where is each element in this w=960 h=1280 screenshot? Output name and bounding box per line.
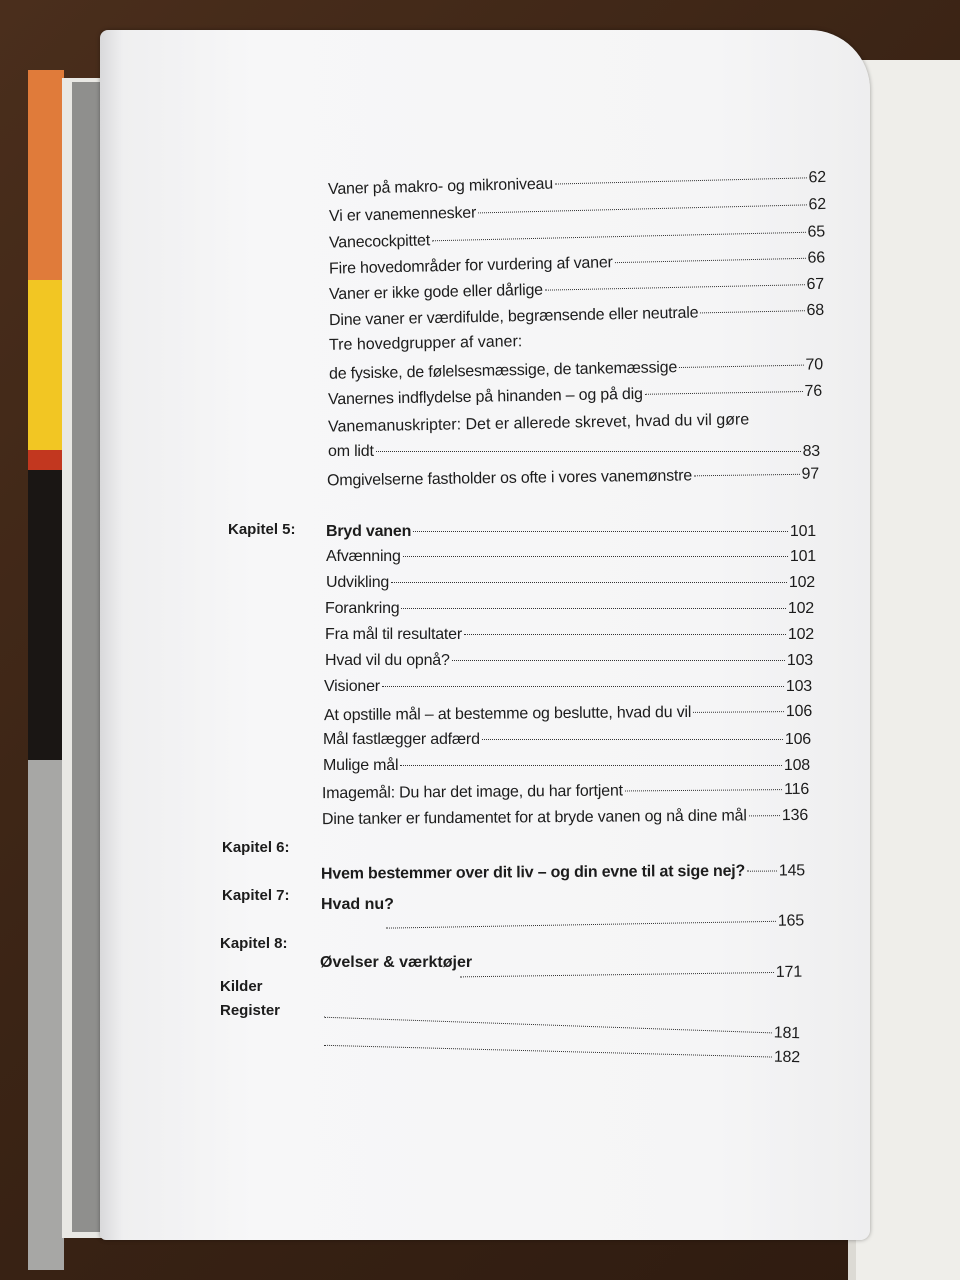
toc-entry-title: Udvikling bbox=[326, 574, 390, 591]
toc-entry bbox=[329, 355, 823, 384]
toc-entry-page: 136 bbox=[781, 806, 809, 825]
dot-leader bbox=[403, 556, 788, 557]
toc-entry-title: Omgivelserne fastholder os ofte i vores vanemønstre bbox=[326, 467, 693, 490]
dot-leader bbox=[460, 972, 774, 977]
chapter-label: Kapitel 7: bbox=[222, 887, 290, 904]
toc-entry-page: 116 bbox=[783, 780, 810, 799]
back-matter-label: Register bbox=[220, 1002, 281, 1019]
toc-entry-title: Vanernes indflydelse på hinanden – og på dig bbox=[327, 385, 643, 409]
toc-entry-page: 76 bbox=[804, 382, 823, 400]
dot-leader bbox=[679, 365, 803, 368]
toc-entry bbox=[324, 702, 812, 726]
toc-entry-title: Dine tanker er fundamentet for at bryde vanen og nå dine mål bbox=[321, 807, 747, 829]
toc-entry-page: 106 bbox=[784, 731, 811, 748]
dot-leader bbox=[452, 660, 785, 661]
toc-entry-page: 101 bbox=[789, 548, 816, 565]
dot-leader bbox=[645, 391, 803, 395]
toc-entry bbox=[329, 275, 824, 305]
toc-entry-title: de fysiske, de følelsesmæssige, de tankemæssige bbox=[328, 359, 678, 383]
back-matter-label: Kilder bbox=[220, 978, 263, 995]
toc-entry-page: 62 bbox=[808, 195, 827, 214]
chapter-label: Kapitel 5: bbox=[228, 521, 296, 538]
chapter-title: Hvad nu? bbox=[321, 896, 394, 913]
dot-leader bbox=[555, 177, 807, 184]
dot-leader bbox=[401, 608, 785, 609]
toc-entry bbox=[322, 806, 808, 830]
toc-entry-page: 65 bbox=[807, 223, 826, 241]
toc-entry-page: 103 bbox=[785, 678, 812, 695]
chapter-title: Bryd vanen bbox=[326, 523, 412, 540]
toc-entry bbox=[329, 248, 825, 279]
dot-leader bbox=[545, 284, 805, 290]
dot-leader bbox=[747, 871, 777, 872]
toc-entry-title: Forankring bbox=[325, 600, 400, 617]
dot-leader bbox=[482, 739, 783, 740]
toc-entry-page: 67 bbox=[806, 275, 825, 294]
dot-leader bbox=[478, 204, 806, 213]
chapter-title: Øvelser & værktøjer bbox=[320, 954, 473, 971]
toc-entry-page: 66 bbox=[807, 249, 826, 267]
toc-entry bbox=[329, 195, 826, 227]
toc-entry-page: 83 bbox=[802, 443, 820, 460]
toc-entry bbox=[325, 625, 814, 645]
chapter-page: 101 bbox=[789, 523, 816, 540]
toc-entry-title: Visioner bbox=[324, 678, 380, 695]
toc-entry-title: om lidt bbox=[328, 443, 374, 460]
toc-entry-page: 102 bbox=[787, 626, 814, 643]
dot-leader bbox=[376, 451, 801, 452]
chapter-page: 165 bbox=[777, 912, 805, 930]
dot-leader bbox=[693, 711, 784, 713]
toc-entry-title: Tre hovedgrupper af vaner: bbox=[328, 333, 523, 354]
toc-entry-page: 62 bbox=[808, 168, 827, 187]
chapter-label: Kapitel 6: bbox=[222, 839, 290, 856]
dot-leader bbox=[382, 686, 784, 687]
chapter-label: Kapitel 8: bbox=[220, 935, 288, 952]
toc-entry-page: 103 bbox=[786, 652, 813, 669]
toc-entry-page: 70 bbox=[805, 356, 824, 374]
toc-entry bbox=[326, 573, 815, 593]
toc-entry bbox=[329, 222, 825, 253]
dot-leader bbox=[413, 531, 788, 532]
toc-entry-title: Hvad vil du opnå? bbox=[325, 652, 450, 669]
toc-entry-page: 102 bbox=[788, 574, 815, 591]
dot-leader bbox=[400, 765, 782, 766]
toc-entry-title: Fire hovedområder for vurdering af vaner bbox=[328, 254, 613, 278]
toc-entry bbox=[326, 547, 816, 567]
dot-leader bbox=[464, 634, 786, 635]
chapter-entry bbox=[326, 522, 816, 542]
toc-entry bbox=[328, 168, 826, 200]
toc-entry-title: Vanemanuskripter: Det er allerede skrevet, hvad du vil gøre bbox=[327, 411, 750, 436]
chapter-title: Hvem bestemmer over dit liv – og din evne til at sige nej? bbox=[320, 862, 746, 883]
toc-entry bbox=[325, 599, 814, 619]
chapter-page-row bbox=[384, 911, 804, 938]
toc-entry-title: Fra mål til resultater bbox=[325, 626, 462, 643]
dot-leader bbox=[324, 1045, 772, 1058]
toc-entry bbox=[323, 730, 811, 750]
dot-leader bbox=[432, 232, 806, 241]
toc-entry-title: Mulige mål bbox=[323, 757, 399, 774]
dot-leader bbox=[700, 310, 804, 313]
toc-entry bbox=[324, 677, 812, 697]
toc-entry-page: 102 bbox=[787, 600, 814, 617]
toc-entry-title: Vi er vanemennesker bbox=[328, 204, 477, 226]
toc-entry-title: Imagemål: Du har det image, du har fortjent bbox=[321, 782, 623, 803]
back-matter-page: 181 bbox=[773, 1024, 801, 1043]
dot-leader bbox=[749, 815, 780, 816]
dot-leader bbox=[324, 1017, 772, 1034]
toc-entry bbox=[325, 651, 813, 671]
toc-entry bbox=[328, 442, 820, 462]
chapter-page: 145 bbox=[778, 862, 806, 880]
dot-leader bbox=[615, 258, 806, 263]
chapter-page: 171 bbox=[775, 963, 803, 981]
chapter-page-row bbox=[458, 963, 802, 988]
toc-entry-title: At opstille mål – at bestemme og beslutte, hvad du vil bbox=[323, 703, 692, 725]
toc-entry-title: Mål fastlægger adfærd bbox=[323, 731, 480, 748]
toc-entry-page: 68 bbox=[806, 301, 825, 320]
dot-leader bbox=[694, 474, 800, 476]
toc-entry bbox=[323, 756, 810, 776]
toc-entry-title: Afvænning bbox=[326, 548, 401, 565]
toc-entry-title: Vaner er ikke gode eller dårlige bbox=[328, 281, 544, 304]
toc-entry-page: 106 bbox=[785, 702, 813, 721]
toc-entry bbox=[327, 465, 819, 492]
toc-entry bbox=[328, 382, 822, 411]
toc-entry bbox=[322, 780, 809, 804]
back-matter-page: 182 bbox=[773, 1048, 801, 1067]
chapter-entry bbox=[321, 861, 805, 884]
dot-leader bbox=[391, 582, 787, 583]
dot-leader bbox=[386, 921, 776, 929]
toc-entry-title: Vanecockpittet bbox=[328, 232, 431, 252]
toc-entry bbox=[329, 301, 824, 331]
toc-entry-page: 97 bbox=[801, 465, 820, 483]
toc-entry-title: Vaner på makro- og mikroniveau bbox=[327, 175, 554, 199]
toc-entry-title: Dine vaner er værdifulde, begrænsende eller neutrale bbox=[328, 304, 699, 330]
dot-leader bbox=[625, 789, 782, 791]
toc-entry-page: 108 bbox=[783, 757, 810, 774]
